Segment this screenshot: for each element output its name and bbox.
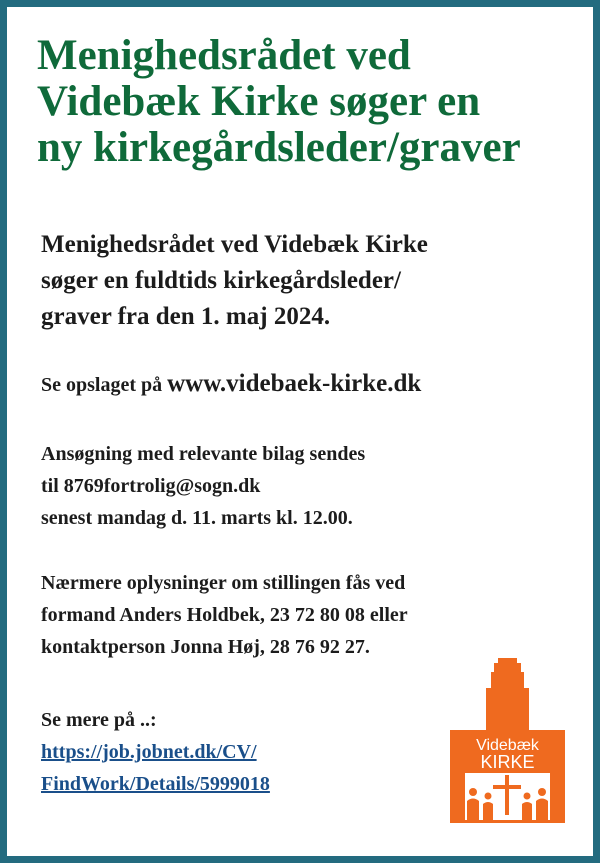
- logo-name-line-2: KIRKE: [480, 752, 535, 772]
- application-line-3: senest mandag d. 11. marts kl. 12.00.: [41, 507, 353, 529]
- jobnet-link[interactable]: [41, 736, 371, 800]
- contact-paragraph: [41, 567, 541, 663]
- listing-line: [41, 368, 421, 401]
- contact-line-3: kontaktperson Jonna Høj, 28 76 92 27.: [41, 636, 370, 658]
- intro-line-3: graver fra den 1. maj 2024.: [41, 303, 331, 330]
- application-line-1: Ansøgning med relevante bilag sendes: [41, 443, 366, 465]
- intro-line-1: Menighedsrådet ved Videbæk Kirke: [41, 231, 428, 258]
- application-paragraph: [41, 438, 521, 534]
- headline-line-3: ny kirkegårdsleder/graver: [37, 124, 521, 171]
- more-info: [41, 704, 371, 800]
- listing-url: www.videbaek-kirke.dk: [167, 370, 422, 397]
- headline-line-2: Videbæk Kirke søger en: [37, 78, 481, 125]
- contact-line-2: formand Anders Holdbek, 23 72 80 08 eller: [41, 604, 408, 626]
- listing-prefix: Se opslaget på: [41, 374, 163, 396]
- headline: [37, 33, 577, 171]
- more-label: Se mere på ..:: [41, 709, 157, 731]
- videbaek-kirke-logo: [450, 658, 565, 823]
- intro-paragraph: [41, 227, 561, 335]
- headline-line-1: Menighedsrådet ved: [37, 32, 411, 79]
- logo-name-line-1: Videbæk: [476, 737, 539, 754]
- jobnet-link-line-1: https://job.jobnet.dk/CV/: [41, 741, 257, 763]
- application-line-2: til 8769fortrolig@sogn.dk: [41, 475, 261, 497]
- contact-line-1: Nærmere oplysninger om stillingen fås ved: [41, 572, 406, 594]
- logo-cross-icon: [505, 775, 509, 815]
- jobnet-link-line-2: FindWork/Details/5999018: [41, 773, 270, 795]
- intro-line-2: søger en fuldtids kirkegårdsleder/: [41, 267, 401, 294]
